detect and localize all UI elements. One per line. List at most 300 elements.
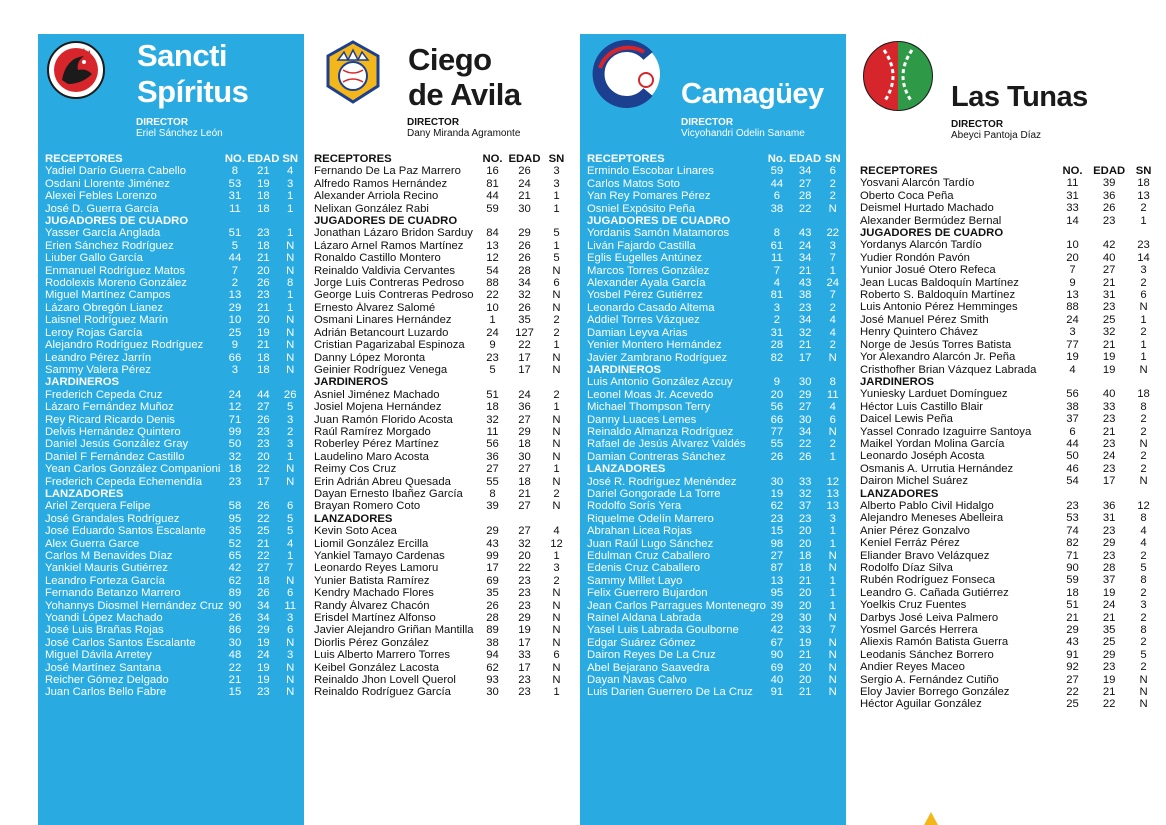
player-row: [587, 662, 843, 674]
player-sn: 1: [553, 550, 560, 562]
player-row: [45, 227, 300, 239]
column-header: EDAD: [1093, 165, 1126, 177]
player-name: Yunior Josué Otero Refeca: [860, 264, 996, 277]
player-row: [314, 165, 570, 177]
player-age: 23: [1102, 214, 1116, 227]
player-age: 33: [518, 649, 531, 662]
player-name: Miguel Martínez Campos: [45, 289, 171, 302]
roster-table: [860, 165, 1158, 711]
player-number: 23: [1066, 499, 1079, 512]
player-row: [45, 314, 300, 326]
player-row: [587, 352, 843, 364]
player-number: 8: [489, 487, 496, 500]
player-row: [45, 289, 300, 301]
player-age: 28: [518, 264, 531, 277]
player-name: Aliexis Ramón Batista Guerra: [860, 636, 1009, 649]
player-age: 23: [1102, 437, 1116, 450]
player-row: [860, 314, 1158, 326]
player-age: 21: [1102, 338, 1116, 351]
player-number: 29: [228, 301, 242, 314]
player-sn: 1: [553, 463, 560, 476]
player-name: Leonardo Casado Altema: [587, 301, 715, 314]
player-row: [45, 240, 300, 252]
player-age: 19: [1102, 673, 1116, 686]
player-name: Ariel Zerquera Felipe: [45, 500, 151, 513]
player-row: [587, 587, 843, 599]
section-header-row: [45, 215, 300, 227]
player-row: [860, 624, 1158, 636]
player-row: [314, 674, 570, 686]
player-number: 51: [486, 388, 499, 401]
player-number: 11: [1066, 177, 1079, 190]
player-number: 10: [486, 301, 499, 314]
player-age: 20: [798, 674, 812, 687]
player-number: 28: [486, 612, 499, 625]
player-sn: N: [1139, 437, 1148, 450]
player-row: [314, 575, 570, 587]
player-row: [860, 500, 1158, 512]
player-name: Kendry Machado Flores: [314, 587, 434, 600]
player-sn: N: [552, 301, 561, 314]
player-row: [587, 277, 843, 289]
player-number: 39: [770, 599, 784, 612]
player-name: Andier Reyes Maceo: [860, 661, 965, 674]
player-name: Eloy Javier Borrego González: [860, 686, 1010, 699]
player-name: Rodolfo Sorís Yera: [587, 500, 682, 513]
player-name: Erisdel Martínez Alfonso: [314, 612, 436, 625]
section-title: LANZADORES: [314, 512, 393, 525]
player-sn: 1: [287, 289, 294, 302]
player-row: [314, 426, 570, 438]
player-age: 19: [1102, 586, 1116, 599]
player-name: Yosvani Alarcón Tardío: [860, 177, 975, 190]
player-number: 9: [1069, 276, 1076, 289]
player-number: 2: [231, 277, 239, 290]
player-age: 34: [518, 277, 531, 290]
player-sn: 8: [829, 376, 836, 389]
player-row: [45, 339, 300, 351]
player-number: 19: [1066, 351, 1079, 364]
player-number: 23: [486, 351, 499, 364]
player-sn: 7: [287, 562, 294, 575]
player-name: Rubén Rodríguez Fonseca: [860, 574, 996, 587]
player-age: 21: [798, 574, 812, 587]
player-name: Juan Carlos Bello Fabre: [45, 686, 167, 699]
player-name: Geinier Rodríguez Venega: [314, 363, 448, 376]
player-age: 23: [518, 587, 531, 600]
team-name-line1: Ciego: [408, 42, 492, 77]
section-title: LANZADORES: [587, 463, 666, 476]
player-row: [587, 401, 843, 413]
player-sn: 14: [1137, 251, 1150, 264]
player-number: 91: [1066, 648, 1079, 661]
player-number: 22: [1066, 686, 1079, 699]
player-sn: N: [1139, 301, 1148, 314]
player-age: 43: [798, 277, 812, 290]
director-label: DIRECTOR: [407, 117, 460, 128]
player-name: Yoandi López Machado: [45, 612, 163, 625]
player-name: Brayan Romero Coto: [314, 500, 421, 513]
player-sn: 3: [287, 177, 294, 190]
player-name: Damian Contreras Sánchez: [587, 450, 726, 463]
player-sn: N: [1139, 686, 1148, 699]
player-age: 32: [518, 537, 531, 550]
player-sn: 1: [553, 686, 560, 699]
player-age: 23: [257, 686, 270, 699]
player-number: 24: [228, 388, 242, 401]
player-age: 30: [518, 202, 531, 215]
player-name: Josiel Mojena Hernández: [314, 401, 442, 414]
player-sn: 4: [829, 401, 836, 414]
player-name: Danny López Moronta: [314, 351, 426, 364]
player-name: Liván Fajardo Castilla: [587, 239, 696, 252]
player-sn: 8: [1140, 512, 1147, 525]
player-number: 81: [486, 177, 499, 190]
player-sn: N: [828, 562, 837, 575]
player-row: [860, 674, 1158, 686]
player-sn: 2: [1140, 202, 1147, 215]
column-header: NO.: [224, 153, 245, 165]
player-name: Norge de Jesús Torres Batista: [860, 338, 1012, 351]
player-name: Yasser García Anglada: [45, 227, 161, 240]
player-age: 44: [257, 388, 270, 401]
player-name: Ronaldo Castillo Montero: [314, 252, 441, 265]
player-age: 24: [518, 388, 531, 401]
player-sn: 5: [287, 512, 294, 525]
player-age: 29: [518, 612, 531, 625]
player-number: 38: [770, 202, 784, 215]
player-sn: 2: [1140, 276, 1147, 289]
column-header: EDAD: [789, 153, 822, 165]
player-sn: 2: [1140, 611, 1147, 624]
player-name: Yean Carlos González Companioni: [45, 463, 221, 476]
player-name: Reinaldo Jhon Lovell Querol: [314, 674, 456, 687]
player-sn: 2: [1140, 326, 1147, 339]
player-row: [314, 314, 570, 326]
player-number: 36: [486, 450, 499, 463]
player-name: Yordanis Samón Matamoros: [587, 227, 730, 240]
player-age: 29: [1102, 537, 1116, 550]
player-row: [314, 364, 570, 376]
player-number: 66: [228, 351, 242, 364]
section-header-receptores: RECEPTORES: [860, 165, 938, 177]
player-number: 6: [1069, 425, 1076, 438]
player-number: 92: [1066, 661, 1079, 674]
player-name: Yuniesky Larduet Domínguez: [860, 388, 1008, 401]
player-sn: N: [286, 363, 295, 376]
player-row: [314, 451, 570, 463]
player-name: Michael Thompson Terry: [587, 401, 711, 414]
roster-table: [45, 153, 300, 699]
player-sn: 6: [829, 413, 836, 426]
player-sn: 2: [287, 425, 294, 438]
section-title: JARDINEROS: [45, 376, 120, 389]
player-name: Luis Antonio Pérez Hemminges: [860, 301, 1018, 314]
player-age: 21: [257, 252, 270, 265]
player-age: 27: [518, 413, 531, 426]
player-row: [587, 314, 843, 326]
player-row: [314, 550, 570, 562]
player-age: 43: [798, 227, 812, 240]
player-name: Yudier Rondón Pavón: [860, 251, 970, 264]
player-age: 30: [518, 450, 531, 463]
section-header-receptores: RECEPTORES: [45, 153, 123, 165]
player-sn: N: [1139, 698, 1148, 711]
player-name: Osmanis A. Urrutia Hernández: [860, 462, 1014, 475]
player-age: 24: [518, 177, 531, 190]
column-header: NO.: [482, 153, 503, 165]
player-sn: N: [286, 686, 295, 699]
player-row: [860, 686, 1158, 698]
player-name: Carlos Matos Soto: [587, 177, 680, 190]
player-number: 20: [770, 388, 784, 401]
player-row: [45, 190, 300, 202]
team-name-line2: Spíritus: [137, 74, 249, 109]
section-header-row: [314, 376, 570, 388]
player-sn: 3: [553, 562, 560, 575]
player-row: [587, 414, 843, 426]
player-age: 21: [257, 301, 270, 314]
player-age: 21: [798, 649, 812, 662]
player-sn: 4: [553, 525, 560, 538]
section-header-receptores: RECEPTORES: [314, 153, 392, 165]
player-age: 21: [798, 264, 812, 277]
player-name: Lázaro Obregón Lianez: [45, 301, 164, 314]
player-sn: 2: [553, 388, 560, 401]
player-number: 2: [773, 314, 781, 327]
player-sn: 1: [1140, 313, 1147, 326]
player-age: 26: [257, 500, 270, 513]
player-sn: 13: [1137, 189, 1150, 202]
player-number: 20: [1066, 251, 1079, 264]
player-number: 35: [486, 587, 499, 600]
player-number: 8: [773, 227, 781, 240]
player-age: 23: [1102, 524, 1116, 537]
player-name: Erin Adrián Abreu Quesada: [314, 475, 451, 488]
player-row: [314, 289, 570, 301]
player-number: 11: [771, 252, 783, 265]
player-sn: 2: [829, 177, 836, 190]
player-name: Nelixan González Rabi: [314, 202, 429, 215]
player-sn: 2: [829, 339, 836, 352]
player-age: 30: [798, 413, 812, 426]
player-name: Yadiel Darío Guerra Cabello: [45, 165, 187, 178]
player-name: Reinaldo Almanza Rodríguez: [587, 425, 734, 438]
director-name: Vicyohandri Odelin Saname: [681, 128, 805, 139]
player-number: 14: [1066, 214, 1079, 227]
player-number: 56: [486, 438, 499, 451]
player-age: 26: [257, 413, 270, 426]
player-row: [860, 401, 1158, 413]
player-name: Luis Antonio González Azcuy: [587, 376, 733, 389]
player-row: [587, 265, 843, 277]
player-age: 32: [798, 487, 812, 500]
player-age: 21: [1102, 686, 1116, 699]
player-name: Leonardo Reyes Lamoru: [314, 562, 439, 575]
player-number: 26: [770, 450, 784, 463]
player-age: 17: [518, 351, 531, 364]
player-number: 91: [770, 686, 784, 699]
player-name: Henry Quintero Chávez: [860, 326, 979, 339]
player-number: 29: [1066, 624, 1079, 637]
player-number: 55: [770, 438, 784, 451]
player-number: 46: [1066, 462, 1079, 475]
column-header: EDAD: [247, 153, 280, 165]
player-number: 54: [1066, 475, 1079, 488]
player-number: 18: [1066, 586, 1079, 599]
player-name: Yosmel Garcés Herrera: [860, 624, 978, 637]
player-sn: 18: [1137, 177, 1150, 190]
section-header-receptores: RECEPTORES: [587, 153, 665, 165]
player-number: 67: [770, 636, 784, 649]
player-sn: 1: [553, 401, 560, 414]
player-row: [860, 239, 1158, 251]
player-age: 20: [798, 599, 812, 612]
player-name: Lázaro Fernández Muñoz: [45, 401, 174, 414]
player-number: 12: [486, 252, 499, 265]
player-name: Yan Rey Pomares Pérez: [587, 190, 711, 203]
player-number: 42: [770, 624, 784, 637]
player-age: 17: [518, 636, 531, 649]
player-row: [587, 488, 843, 500]
player-name: Deismel Hurtado Machado: [860, 202, 994, 215]
player-number: 44: [770, 177, 784, 190]
player-name: Asniel Jiménez Machado: [314, 388, 440, 401]
player-number: 27: [1066, 673, 1079, 686]
player-age: 22: [257, 512, 270, 525]
player-row: [45, 426, 300, 438]
player-row: [314, 277, 570, 289]
player-number: 22: [486, 289, 499, 302]
player-name: Darbys José Leiva Palmero: [860, 611, 999, 624]
player-row: [587, 339, 843, 351]
roster-header-row: [587, 153, 843, 165]
player-number: 69: [486, 574, 499, 587]
player-name: Alejandro Rodríguez Rodríguez: [45, 339, 204, 352]
player-row: [587, 525, 843, 537]
player-name: Luis Alberto Marrero Torres: [314, 649, 451, 662]
player-number: 89: [486, 624, 499, 637]
player-sn: 5: [553, 252, 560, 265]
player-sn: N: [552, 636, 561, 649]
player-row: [860, 301, 1158, 313]
section-title: LANZADORES: [45, 487, 124, 500]
player-row: [314, 438, 570, 450]
player-row: [314, 624, 570, 636]
player-number: 30: [228, 636, 242, 649]
player-age: 34: [798, 314, 812, 327]
player-name: Alfredo Ramos Hernández: [314, 177, 448, 190]
player-name: Jean Carlos Parragues Montenegro: [587, 599, 766, 612]
player-sn: 4: [1140, 524, 1147, 537]
player-row: [587, 513, 843, 525]
player-sn: N: [828, 661, 837, 674]
player-name: Javier Alejandro Griñan Mantilla: [314, 624, 474, 637]
player-row: [314, 637, 570, 649]
player-sn: N: [828, 636, 837, 649]
player-name: Daicel Lewis Peña: [860, 413, 953, 426]
player-age: 22: [257, 463, 270, 476]
player-age: 23: [1102, 413, 1116, 426]
player-age: 40: [1102, 388, 1116, 401]
player-row: [587, 624, 843, 636]
player-row: [314, 562, 570, 574]
player-sn: 1: [287, 450, 294, 463]
player-name: Sammy Valera Pérez: [45, 363, 151, 376]
player-age: 34: [257, 599, 270, 612]
player-sn: 8: [1140, 400, 1147, 413]
player-number: 21: [228, 674, 242, 687]
player-name: José Manuel Pérez Smith: [860, 313, 989, 326]
player-name: Keibel González Lacosta: [314, 661, 439, 674]
player-sn: N: [552, 587, 561, 600]
column-header: No.: [767, 153, 786, 165]
player-sn: 5: [1140, 648, 1147, 661]
player-sn: 5: [287, 401, 294, 414]
player-number: 33: [1066, 202, 1079, 215]
player-sn: 6: [287, 624, 294, 637]
player-sn: 22: [826, 227, 840, 240]
section-title: JUGADORES DE CUADRO: [45, 215, 189, 228]
player-name: Yankiel Tamayo Cardenas: [314, 550, 445, 562]
player-number: 94: [486, 649, 499, 662]
player-name: Adrián Betancourt Luzardo: [314, 326, 449, 339]
player-number: 48: [228, 649, 242, 662]
director-name: Eriel Sánchez León: [136, 128, 223, 139]
player-number: 88: [486, 277, 499, 290]
player-sn: 2: [829, 438, 836, 451]
section-header-row: [314, 215, 570, 227]
player-age: 20: [257, 264, 270, 277]
player-number: 22: [228, 661, 242, 674]
player-number: 3: [773, 301, 781, 314]
player-row: [587, 289, 843, 301]
player-name: Javier Zambrano Rodríguez: [587, 351, 728, 364]
section-title: JARDINEROS: [587, 363, 662, 376]
player-name: Osmani Linares Hernández: [314, 314, 452, 327]
player-sn: 1: [553, 239, 560, 252]
player-age: 27: [257, 562, 270, 575]
player-name: Felix Guerrero Bujardon: [587, 587, 708, 600]
player-age: 18: [798, 562, 812, 575]
player-row: [45, 451, 300, 463]
player-sn: N: [552, 500, 561, 513]
player-age: 33: [798, 624, 812, 637]
player-row: [45, 463, 300, 475]
player-sn: N: [1139, 475, 1148, 488]
player-row: [314, 227, 570, 239]
player-row: [587, 600, 843, 612]
player-age: 37: [798, 500, 812, 513]
player-age: 42: [1102, 239, 1116, 252]
player-row: [45, 513, 300, 525]
player-age: 36: [518, 401, 531, 414]
player-number: 29: [486, 525, 499, 538]
player-number: 26: [228, 612, 242, 625]
player-sn: N: [828, 351, 837, 364]
player-age: 34: [798, 165, 812, 178]
player-number: 11: [229, 202, 241, 215]
roster-table: [587, 153, 843, 699]
column-header: SN: [282, 153, 299, 165]
player-sn: N: [828, 550, 837, 562]
player-age: 23: [1102, 661, 1116, 674]
player-row: [587, 376, 843, 388]
player-row: [860, 661, 1158, 673]
player-age: 27: [1102, 264, 1116, 277]
player-number: 5: [231, 239, 239, 252]
player-number: 4: [1069, 363, 1076, 376]
